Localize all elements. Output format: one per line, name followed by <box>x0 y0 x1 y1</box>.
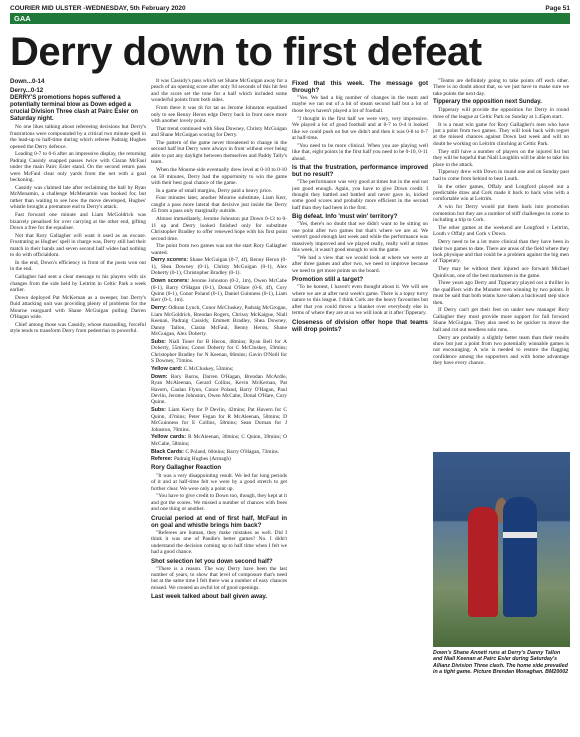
article-paragraph: "Yes, there's no doubt that we didn't want to be sitting on one point after two games but that's where we are at. We weren't good enough last week and while the performance was massively improved and we played really, really well at times this week, it wasn't good enough to win the game. <box>292 221 428 254</box>
article-column-4 <box>433 78 569 448</box>
down-scorers <box>151 278 287 304</box>
referee-text: Padraig Hughes (Armagh) <box>173 456 231 463</box>
interview-question: Last week talked about ball given away. <box>151 593 268 601</box>
referee-label: Referee: <box>151 456 173 463</box>
article-paragraph: "I thought in the first half we were very, very impressive. We played a lot of good football and at 0-7 to 0-4 it looked like we could push on but we didn't and then it was 0-8 to 0-7 at half-time. <box>292 115 428 142</box>
down-subs-label: Subs: <box>151 407 166 414</box>
article-paragraph: "The performance was very good at times but in the end not just good enough. Again, you have to give Down credit. I thought they battled and battled and never gave in, kicked some good scores and probably more efficient in the second half than they had been in the first. <box>292 179 428 211</box>
derry-yellow-label: Yellow card: <box>151 365 183 372</box>
article-paragraph: In a game of small margins, Derry paid a heavy price. <box>156 187 273 194</box>
article-paragraph: "We had a view that we would look at where we were at after three games and after two, we need to improve because we need to get more points on the board. <box>292 254 428 274</box>
article-paragraph: From there it was tit for tat as Jerome Johnston equalised only to see Benny Heron edge Derry back in front once more with another lovely point. <box>151 105 287 125</box>
article-paragraph: Almost immediately, Jerome Johnston put Down 0-13 to 0-11 up and Derry looked finished only for substitute Christopher Bradley to offer renewed hope with his first point second time. <box>151 216 287 242</box>
article-paragraph: Gallagher had sent a clear message to his players with six changes from the side held by Leitrim in Celtic Park a week earlier. <box>10 274 146 293</box>
down-team <box>151 374 287 406</box>
masthead <box>10 3 570 13</box>
referee <box>151 456 287 462</box>
article-paragraph: It was Cassidy's pass which set Shane McGuigan away for a peach of an opening score after only 94 seconds of this hit fest and the score set the tone for a half which included some wonderful points from both sides. <box>151 78 287 104</box>
article-column-3 <box>292 78 428 448</box>
derry-yellow <box>151 366 287 372</box>
article-paragraph: No one likes talking about refereeing decisions but Derry's frustrations were compounded by a critical two minute spell in the lead-up to half-time during which referee Padraig Hughes opened the Derry defence. <box>10 124 146 150</box>
article-paragraph: They may be without their injured ace forward Michael Quinlivan, one of the best marksmen in the game. <box>433 266 569 279</box>
score-line-derry: Derry...0-12 <box>10 86 44 94</box>
article-paragraph: Leading 0-7 to 0-6 after an impressive display, the returning Padraig Cassidy snapped passes twice with Ciaran McFaul under the main Pairc Esler stand. On the second return pass were McFaul clear only yards from the net with a goal beckoning. <box>10 151 146 184</box>
article-paragraph: The other games at the weekend are Longford v Leitrim, Louth v Offaly and Cork v Down. <box>433 224 569 238</box>
section-bar: GAA <box>10 13 570 24</box>
black-cards-text: C Poland, 60mins; Barry O'Hagan, 73mins. <box>185 448 280 455</box>
down-team-text: Rory Burns, Darren O'Hagan, Brendan McArdle, Ryan McAleenan, Gerard Collins, Kevin McKernan, Pat Havern, Caolan Flynn, Conor Poland, Barry O'Hagan, Paul Devlin, Jerome Johnston, Owen McCabe, Donal O'Hare, Cory Quinn. <box>151 373 287 406</box>
down-scorers-text: Jerome Johnston (0-2, 1m), Owen McCabe (0-1), Barry O'Hagan (0-1), Donal O'Hare (0-6, 4f), Cory Quinn (0-1), Conor Poland (0-1), Daniel Guinness (0-1), Liam Kerr (0-1, 1m). <box>151 278 287 304</box>
score-line-down: Down...0-14 <box>10 78 45 85</box>
article-paragraph: Four minutes later, another Mourne substitute, Liam Kerr, caught a pass more lateral that decisive just inside the Derry 45 from a pass only marginally outside. <box>151 195 287 215</box>
player-figure-down <box>468 507 498 617</box>
player-figure-derry <box>503 497 537 617</box>
article-paragraph: Derry need to be a lot more clinical than they have been in their two games to date. There are areas of the field where they look physique and that could be a problem against the big men of Tipperary. <box>433 239 569 265</box>
derry-yellow-text: C McCluskey, 53mins; <box>183 365 234 372</box>
subheading-tipperary: Tipperary the opposition next Sunday. <box>433 99 542 106</box>
page-number: Page 51 <box>545 4 570 12</box>
article-paragraph: If Derry can't get their feet on under new manager Rory Gallagher they must provide more support for full forward Shane McGuigan. They also need to be quicker to move the ball and cut out needless solo runs. <box>433 307 569 333</box>
down-yellow-text: R McAleenan, 30mins; C Quinn, 39mins; O McCabe, 58mins; <box>151 434 287 447</box>
derry-subs-label: Subs: <box>151 338 166 345</box>
interview-question: Closeness of division offer hope that teams will drop points? <box>292 318 428 333</box>
article-paragraph: When the Mourne side eventually drew level at 0-10 to 0-10 on 50 minutes, Derry had the opportunity to win the game with their best goal chance of the game. <box>151 167 287 186</box>
derry-team-label: Derry: <box>151 305 167 312</box>
masthead-publication-date: COURIER MID ULSTER -WEDNESDAY, 5th February 2020 <box>10 4 186 12</box>
article-paragraph: That trend continued with Shea Downey, Christy McGuigan and Shane McGuigan scoring for Derry. <box>151 125 287 139</box>
derry-subs <box>151 339 287 365</box>
down-yellow-label: Yellow cards: <box>151 434 187 441</box>
down-team-label: Down: <box>151 373 168 380</box>
article-paragraph: Tipperary drew with Down in round one and on Sunday past had to come from behind to beat Louth. <box>433 169 569 182</box>
interview-question: Fixed that this week. The message got through? <box>292 80 428 94</box>
article-paragraph: They still have a number of players on the injured list but they will be hopeful that Niall Loughlin will be able to take his place in the attack. <box>433 148 569 168</box>
subheading-rg-reaction: Rory Gallagher Reaction <box>151 464 222 471</box>
article-paragraph: "To be honest, I haven't even thought about it. We will see where we are at after next week's game. There is a topsy turvy nature to this league. I think Cork are the heavy favourites but after that you could throw a blanket over everybody else in terms of where they are at so we will look at it after Tipperary. <box>292 284 428 317</box>
article-paragraph: Three years ago Derry and Tipperary played out a thriller in the qualifiers with the Munster men winning by two points. It must be said that both teams have taken a backward step since then. <box>433 280 569 306</box>
interview-question: Big defeat. Info 'must win' territory? <box>292 213 398 221</box>
derry-team-text: Odhran Lynch, Conor McCluskey, Padraig McGrogan, Liam McGoldrick, Brendan Rogers, Chrissy McKaigue, Niall Keenan, Padraig Cassidy, Emmett Bradley, Shea Downey, Danny Tallon, Ciaran McFaul, Benny Heron, Shane McGuigan, Alex Doherty. <box>151 305 287 338</box>
down-scorers-label: Down scorers: <box>151 278 190 285</box>
interview-question: Shot selection let you down second half? <box>151 557 273 565</box>
down-subs-text: Liam Kerry for P Devlin, 42mins; Pat Havern for C Quinn, 47mins; Peter Fegan for R McAleenan, 50mins; D McGuinness for E Collins, 58mins; Sean Dornan for J Johnston, 70mins. <box>151 407 287 433</box>
derry-team <box>151 305 287 337</box>
down-yellow <box>151 434 287 447</box>
article-paragraph: In the other games, Offaly and Longford played out a predictable draw and Cork made it back to back wins with a comfortable win at Leitrim. <box>433 183 569 203</box>
article-paragraph: "You have to give credit to Down too, though, they kept at it and got the scores. We missed a number of chances with frees and one thing or another. <box>151 493 287 513</box>
photo-caption: Down's Shane Annett runs at Derry's Danny Tallon and Niall Keenan at Pairc Esler during Saturday's Allianz Division Three clash. The home side prevailed in a tight game. Picture Brendan Monaghan. BM20002 <box>433 650 569 675</box>
derry-scorers <box>151 257 287 276</box>
article-paragraph: Derry are probably a slightly better team than their results show but just a point from two potentially winnable games is not encouraging. A win is needed to restore the flagging confidence among the supporters and with home advantage they have every chance. <box>433 334 569 367</box>
article-paragraph: "Teams are definitely going to take points off each other. There is no doubt about that, so we just have to make sure we take points the next day. <box>433 78 569 97</box>
article-paragraph: It is a must win game for Rory Gallagher's men who have just a point from two games. They will look back with regret at the missed chances against Down last week and will no doubt be working on Leitrim clinching at Celtic Park. <box>433 121 569 147</box>
article-paragraph: Fast forward one minute and Liam McGoldrick was bizarrely penalised for over carrying at the other end, gifting Down a free for the equaliser. <box>10 212 146 231</box>
article-paragraph: "Yes. We had a big number of changes in the team and maybe we ran out of a bit of steam second half but a lot of those boys haven't played a lot of football. <box>292 95 428 114</box>
article-paragraph: "You need to be more clinical. When you are playing well like that, eight points in the first half you need to be 0-10, 0-11 ahead. <box>292 142 428 162</box>
article-paragraph: A win for Derry would put them back into promotion contention but they are a number of stiff challenges to come to including a trip to Cork. <box>433 204 569 224</box>
article-paragraph: Down deployed Pat McKernan as a sweeper, but Derry's fluid attacking unit was providing plenty of problems for the Mourne rearguard with Shane McGuigan pulling Darren O'Hagan wide. <box>10 294 146 321</box>
article-column-2 <box>151 78 287 728</box>
article-paragraph: "Referees are human, they make mistakes as well. Did I think it was one of Paudie's better games? No. I didn't understand the decision coming up to half time when I felt we had a good chance. <box>151 529 287 556</box>
black-cards-label: Black Cards: <box>151 448 184 455</box>
article-paragraph: "There is a reason. The way Derry have been the last number of years, to show that level of composure that's need but at the same time I felt there was a number of easy chances missed. We created an awful lot of good openings. <box>151 565 287 591</box>
derry-scorers-text: Shane McGuigan (0-7, 4f), Benny Heron (0-1), Shea Downey (0-1), Christy McGuigan (0-1), Alex Doherty (0-1), Christopher Bradley (0-1). <box>151 257 287 277</box>
article-paragraph: The pattern of the game never threatened to change in the second half but Derry were always in front without ever being able to put any daylight between themselves and Paddy Tally's team. <box>151 139 287 166</box>
down-subs <box>151 407 287 433</box>
match-photo <box>433 452 570 647</box>
article-paragraph: Not that Rory Gallagher will want it used as an excuse. Frustrating as Hughes' spell in charge was, Derry still had their match in their hands and seven second half wides had nothing to do with officialdom. <box>10 232 146 259</box>
article-lead: DERRY'S promotions hopes suffered a potentially terminal blow as Down edged a crucial Division Three clash at Pairc Esler on Saturday night. <box>10 95 139 122</box>
article-paragraph: "It was a very disappointing result. We led for long periods of it and at half-time felt we were by a good stretch to get further clear. We were only a point up. <box>151 472 287 492</box>
interview-question: Promotion still a target? <box>292 276 364 284</box>
interview-question: Is that the frustration, performance improved but no result? <box>292 164 428 179</box>
article-paragraph: Cassidy was claimed late after reclaiming the ball by Ryan McMenamin, a challenge McMenamin was booked for, but rather than waiting to see how the move developed, Hughes' whistle brought a premature end to Derry's attack. <box>10 184 146 211</box>
article-paragraph: Chief among those was Cassidy, whose marauding, forceful style tends to transform Derry from pedestrian to powerful. <box>10 321 146 335</box>
article-column-1 <box>10 78 146 728</box>
article-paragraph: Tipperary will provide the opposition for Derry in round three of the league at Celtic Park on Sunday at 1.45pm start. <box>433 107 569 120</box>
headline: Derry down to first defeat <box>10 30 482 74</box>
derry-subs-text: Niall Toner for B Heron, 48mins; Ryan Bell for A Doherty, 55mins; Conor Doherty for C McCluskey, 59mins; Christopher Bradley for N Keenan, 66mins; Gavin O'Neill for S Downey, 71mins. <box>151 338 287 365</box>
article-paragraph: The point from two games was not the start Rory Gallagher wanted. <box>151 243 287 256</box>
black-cards <box>151 449 287 455</box>
article-paragraph: In the end, Down's efficiency in front of the posts won out in the end. <box>10 259 146 273</box>
jersey-stripe <box>503 532 537 538</box>
interview-question: Crucial period at end of first half, McFaul in on goal and whistle brings him back? <box>151 514 287 529</box>
derry-scorers-label: Derry scorers: <box>151 257 189 264</box>
